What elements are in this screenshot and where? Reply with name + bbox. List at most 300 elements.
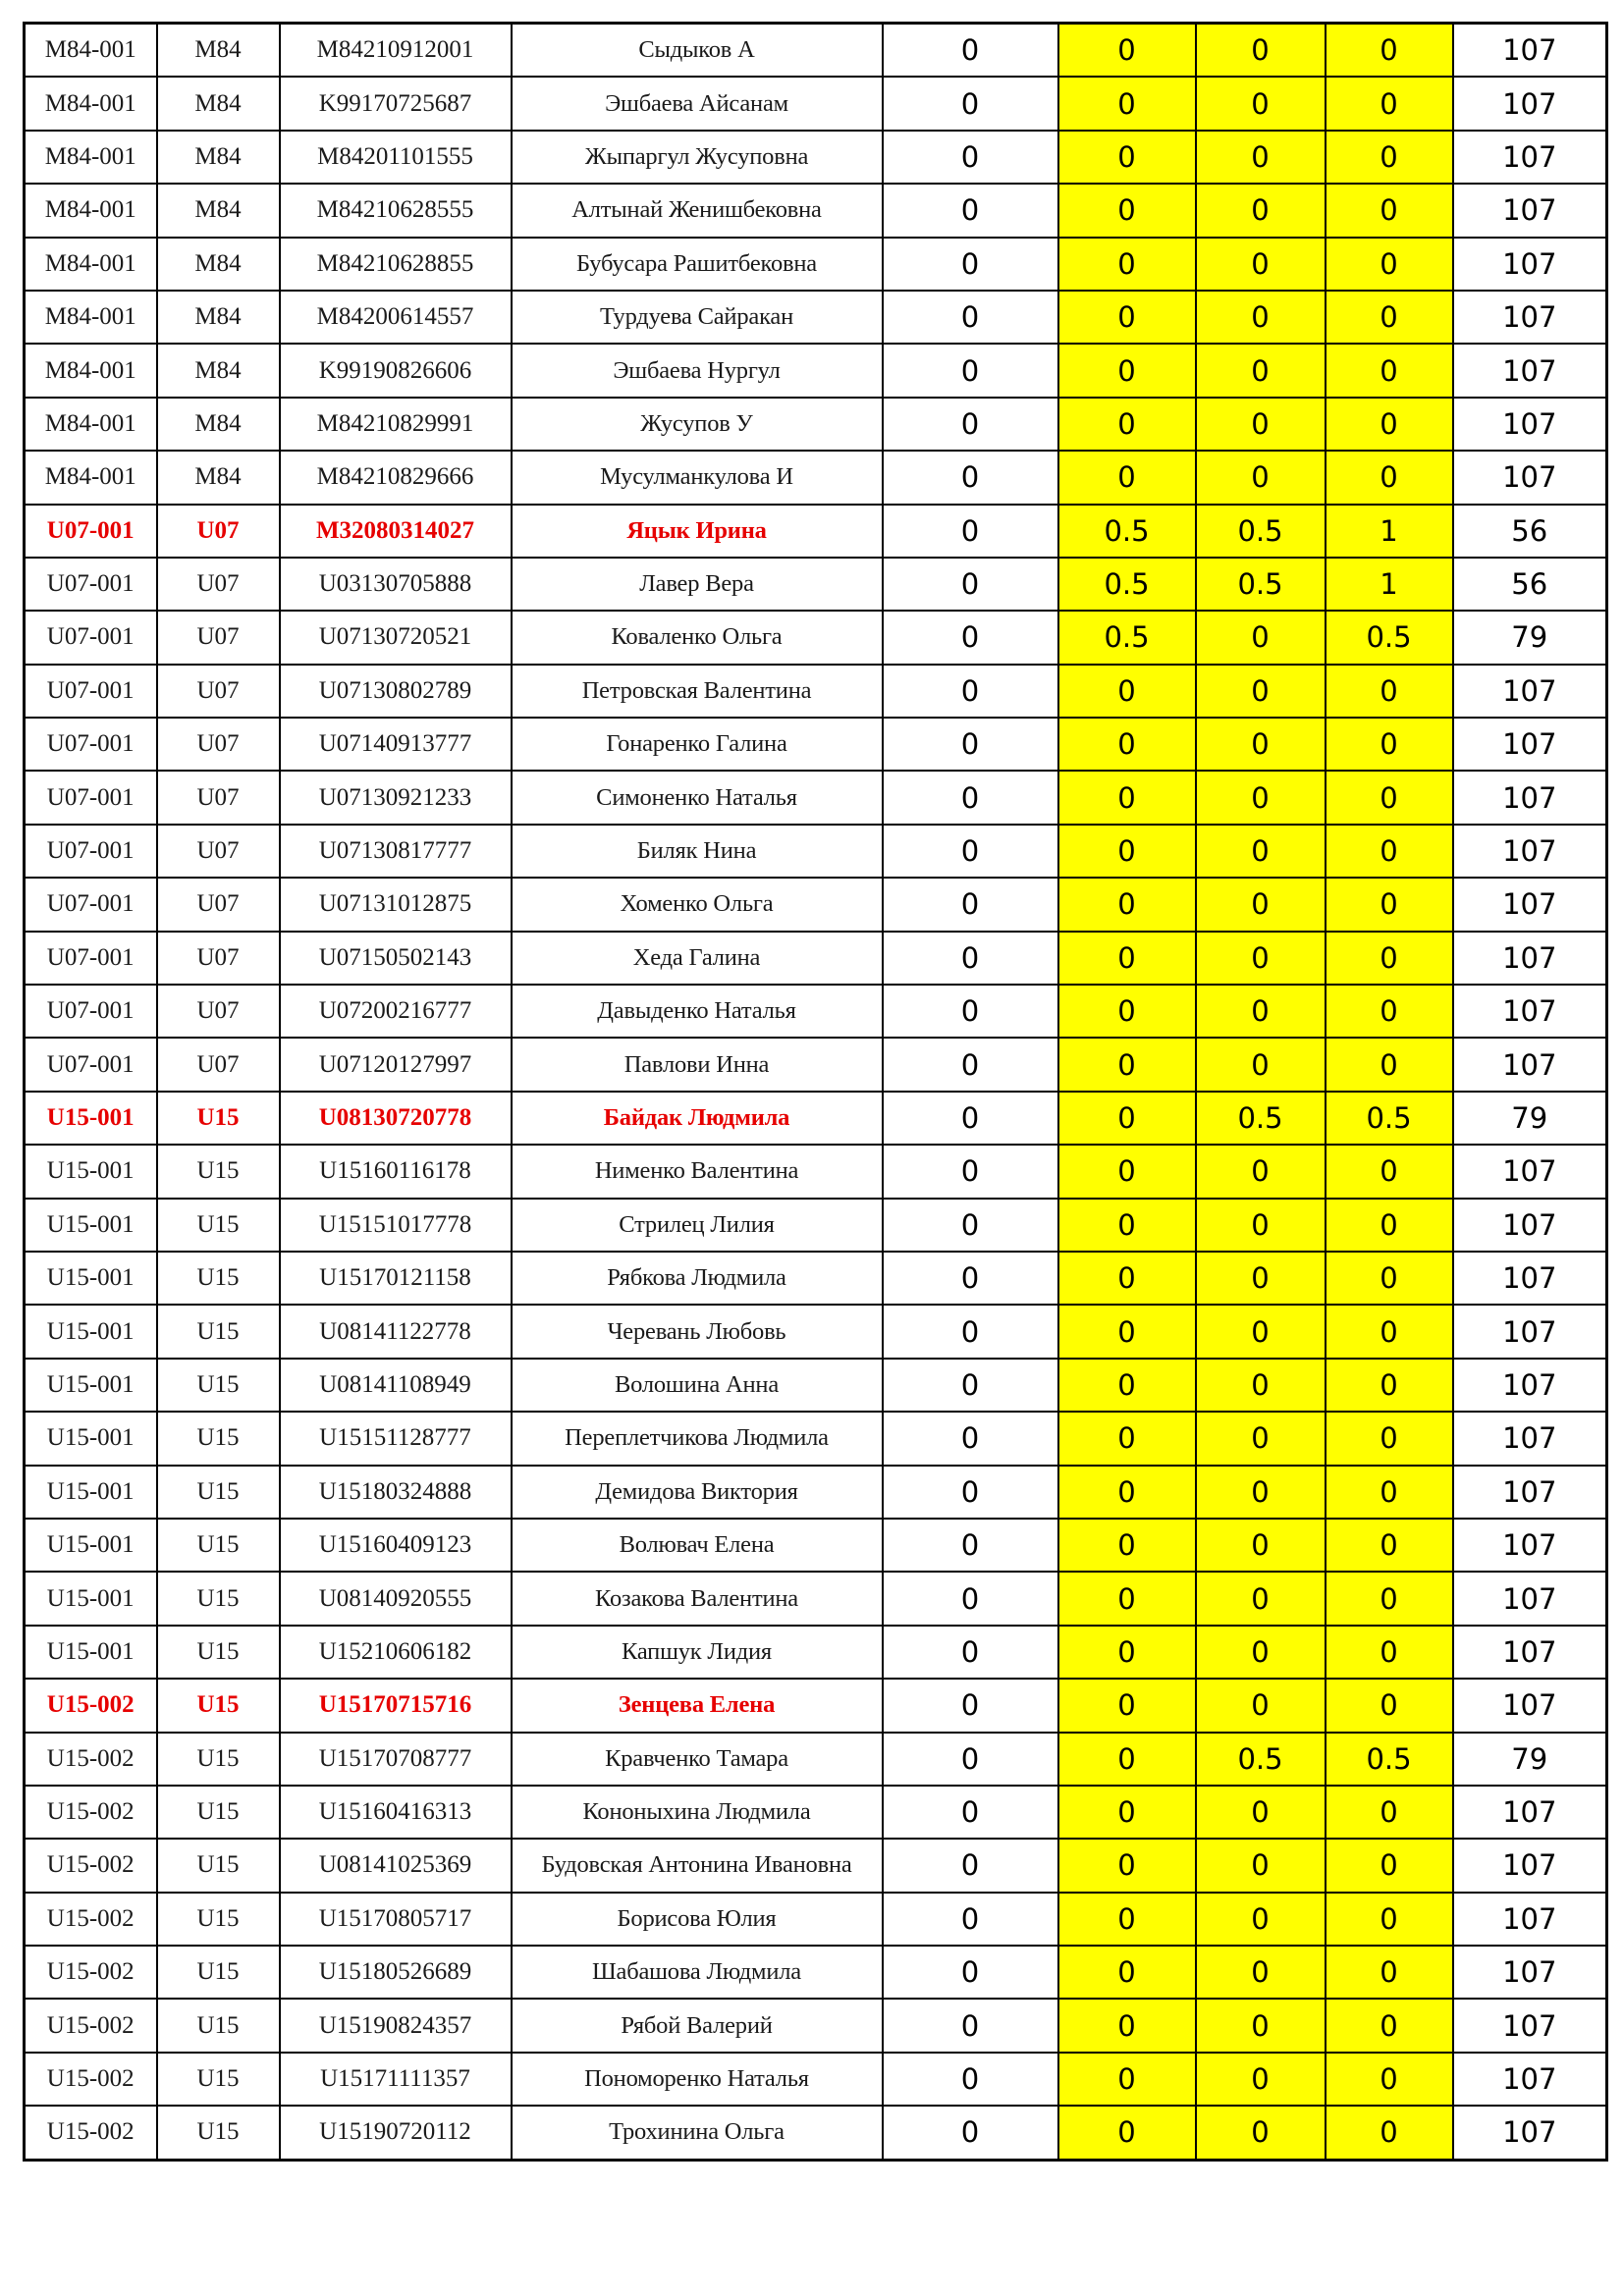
table-row [25, 1733, 1607, 1786]
score-cell-4: 1 [1326, 505, 1453, 558]
table-row [25, 398, 1607, 451]
total-cell: 107 [1453, 932, 1607, 985]
person-name-cell: Жыпаргул Жусуповна [512, 131, 883, 184]
score-cell-2: 0 [1058, 1038, 1196, 1091]
score-cell-4: 0 [1326, 1626, 1453, 1679]
person-name-cell: Демидова Виктория [512, 1466, 883, 1519]
person-name-cell: Хоменко Ольга [512, 878, 883, 931]
group-code-cell: M84-001 [25, 344, 157, 397]
score-cell-2: 0 [1058, 2053, 1196, 2106]
score-cell-2: 0 [1058, 1946, 1196, 1999]
score-cell-3: 0 [1196, 24, 1326, 78]
table-row [25, 505, 1607, 558]
person-id-cell: U15171111357 [280, 2053, 512, 2106]
table-row [25, 1412, 1607, 1465]
region-code-cell: U15 [157, 1466, 280, 1519]
score-cell-3: 0 [1196, 1412, 1326, 1465]
score-cell-1: 0 [883, 1038, 1058, 1091]
total-cell: 107 [1453, 184, 1607, 237]
table-row [25, 1038, 1607, 1091]
score-cell-4: 0 [1326, 1038, 1453, 1091]
score-cell-3: 0 [1196, 398, 1326, 451]
table-row [25, 1359, 1607, 1412]
table-row [25, 451, 1607, 504]
total-cell: 107 [1453, 398, 1607, 451]
score-cell-1: 0 [883, 1999, 1058, 2052]
score-cell-3: 0 [1196, 878, 1326, 931]
total-cell: 107 [1453, 2053, 1607, 2106]
score-cell-4: 0 [1326, 1999, 1453, 2052]
score-cell-1: 0 [883, 2106, 1058, 2160]
table-row [25, 131, 1607, 184]
group-code-cell: U15-002 [25, 1679, 157, 1732]
score-cell-2: 0 [1058, 1519, 1196, 1572]
score-cell-3: 0 [1196, 131, 1326, 184]
group-code-cell: U15-002 [25, 1893, 157, 1946]
person-id-cell: M84200614557 [280, 291, 512, 344]
score-cell-2: 0.5 [1058, 611, 1196, 664]
table-row [25, 665, 1607, 718]
score-cell-2: 0 [1058, 1733, 1196, 1786]
total-cell: 107 [1453, 825, 1607, 878]
data-table [23, 22, 1608, 2162]
person-name-cell: Пономоренко Наталья [512, 2053, 883, 2106]
group-code-cell: U15-002 [25, 2106, 157, 2160]
group-code-cell: U07-001 [25, 505, 157, 558]
table-row [25, 1893, 1607, 1946]
region-code-cell: M84 [157, 451, 280, 504]
score-cell-2: 0 [1058, 825, 1196, 878]
person-id-cell: U15160416313 [280, 1786, 512, 1839]
score-cell-2: 0 [1058, 1679, 1196, 1732]
region-code-cell: M84 [157, 184, 280, 237]
region-code-cell: U15 [157, 2106, 280, 2160]
table-body [25, 24, 1607, 2161]
group-code-cell: U07-001 [25, 825, 157, 878]
region-code-cell: M84 [157, 77, 280, 130]
score-cell-3: 0 [1196, 1626, 1326, 1679]
group-code-cell: U15-002 [25, 1839, 157, 1892]
score-cell-3: 0.5 [1196, 1092, 1326, 1145]
score-cell-4: 0 [1326, 291, 1453, 344]
table-row [25, 878, 1607, 931]
total-cell: 107 [1453, 985, 1607, 1038]
score-cell-4: 0 [1326, 238, 1453, 291]
person-name-cell: Стрилец Лилия [512, 1199, 883, 1252]
group-code-cell: M84-001 [25, 398, 157, 451]
score-cell-4: 0 [1326, 77, 1453, 130]
score-cell-1: 0 [883, 771, 1058, 824]
person-id-cell: U07130720521 [280, 611, 512, 664]
person-id-cell: U07150502143 [280, 932, 512, 985]
person-id-cell: U15180324888 [280, 1466, 512, 1519]
person-id-cell: U03130705888 [280, 558, 512, 611]
person-id-cell: K99190826606 [280, 344, 512, 397]
table-row [25, 825, 1607, 878]
score-cell-2: 0 [1058, 771, 1196, 824]
person-id-cell: U15170121158 [280, 1252, 512, 1305]
score-cell-2: 0 [1058, 291, 1196, 344]
score-cell-2: 0 [1058, 77, 1196, 130]
score-cell-4: 0 [1326, 451, 1453, 504]
person-name-cell: Эшбаева Айсанам [512, 77, 883, 130]
score-cell-4: 0 [1326, 665, 1453, 718]
table-row [25, 771, 1607, 824]
score-cell-1: 0 [883, 344, 1058, 397]
score-cell-3: 0 [1196, 1145, 1326, 1198]
total-cell: 107 [1453, 291, 1607, 344]
score-cell-2: 0 [1058, 1252, 1196, 1305]
score-cell-1: 0 [883, 1305, 1058, 1358]
total-cell: 107 [1453, 1305, 1607, 1358]
score-cell-2: 0 [1058, 1626, 1196, 1679]
score-cell-1: 0 [883, 291, 1058, 344]
score-cell-3: 0 [1196, 451, 1326, 504]
region-code-cell: U15 [157, 1733, 280, 1786]
total-cell: 107 [1453, 1252, 1607, 1305]
person-id-cell: U15160116178 [280, 1145, 512, 1198]
score-cell-3: 0 [1196, 77, 1326, 130]
person-id-cell: U15180526689 [280, 1946, 512, 1999]
group-code-cell: U15-001 [25, 1252, 157, 1305]
group-code-cell: U07-001 [25, 932, 157, 985]
score-cell-2: 0 [1058, 344, 1196, 397]
score-cell-3: 0 [1196, 611, 1326, 664]
person-name-cell: Яцык Ирина [512, 505, 883, 558]
group-code-cell: U07-001 [25, 771, 157, 824]
score-cell-3: 0.5 [1196, 558, 1326, 611]
score-cell-1: 0 [883, 1572, 1058, 1625]
table-row [25, 1679, 1607, 1732]
region-code-cell: U15 [157, 1679, 280, 1732]
score-cell-4: 0 [1326, 2053, 1453, 2106]
score-cell-2: 0.5 [1058, 505, 1196, 558]
person-id-cell: U07140913777 [280, 718, 512, 771]
score-cell-2: 0 [1058, 1199, 1196, 1252]
score-cell-2: 0 [1058, 131, 1196, 184]
person-name-cell: Биляк Нина [512, 825, 883, 878]
group-code-cell: U15-001 [25, 1092, 157, 1145]
group-code-cell: U07-001 [25, 1038, 157, 1091]
total-cell: 107 [1453, 344, 1607, 397]
score-cell-1: 0 [883, 1145, 1058, 1198]
person-id-cell: U15160409123 [280, 1519, 512, 1572]
person-name-cell: Рябкова Людмила [512, 1252, 883, 1305]
person-name-cell: Волошина Анна [512, 1359, 883, 1412]
score-cell-2: 0 [1058, 2106, 1196, 2160]
person-name-cell: Давыденко Наталья [512, 985, 883, 1038]
total-cell: 107 [1453, 2106, 1607, 2160]
person-id-cell: U07130921233 [280, 771, 512, 824]
table-row [25, 1519, 1607, 1572]
person-id-cell: U15210606182 [280, 1626, 512, 1679]
table-row [25, 291, 1607, 344]
region-code-cell: U07 [157, 505, 280, 558]
total-cell: 107 [1453, 665, 1607, 718]
person-id-cell: U15170805717 [280, 1893, 512, 1946]
score-cell-1: 0 [883, 1519, 1058, 1572]
score-cell-2: 0 [1058, 1092, 1196, 1145]
person-id-cell: U07130817777 [280, 825, 512, 878]
group-code-cell: U07-001 [25, 665, 157, 718]
person-id-cell: U08141025369 [280, 1839, 512, 1892]
region-code-cell: U15 [157, 1572, 280, 1625]
score-cell-2: 0 [1058, 1572, 1196, 1625]
table-row [25, 1999, 1607, 2052]
score-cell-4: 0 [1326, 1466, 1453, 1519]
table-row [25, 77, 1607, 130]
person-name-cell: Рябой Валерий [512, 1999, 883, 2052]
score-cell-1: 0 [883, 611, 1058, 664]
score-cell-1: 0 [883, 238, 1058, 291]
score-cell-4: 0 [1326, 718, 1453, 771]
score-cell-2: 0 [1058, 932, 1196, 985]
score-cell-3: 0 [1196, 1519, 1326, 1572]
table-row [25, 184, 1607, 237]
group-code-cell: U15-001 [25, 1359, 157, 1412]
score-cell-3: 0 [1196, 1893, 1326, 1946]
score-cell-4: 0 [1326, 985, 1453, 1038]
person-id-cell: M84210829991 [280, 398, 512, 451]
table-row [25, 1305, 1607, 1358]
total-cell: 107 [1453, 1679, 1607, 1732]
table-row [25, 1946, 1607, 1999]
person-id-cell: U08141122778 [280, 1305, 512, 1358]
score-cell-3: 0 [1196, 718, 1326, 771]
score-cell-4: 0 [1326, 1839, 1453, 1892]
person-id-cell: U15170715716 [280, 1679, 512, 1732]
group-code-cell: U07-001 [25, 558, 157, 611]
table-row [25, 718, 1607, 771]
table-row [25, 1839, 1607, 1892]
score-cell-2: 0 [1058, 878, 1196, 931]
score-cell-3: 0 [1196, 985, 1326, 1038]
group-code-cell: U15-002 [25, 1999, 157, 2052]
score-cell-3: 0 [1196, 1786, 1326, 1839]
person-name-cell: Алтынай Женишбековна [512, 184, 883, 237]
score-cell-3: 0 [1196, 1252, 1326, 1305]
region-code-cell: U15 [157, 1199, 280, 1252]
score-cell-4: 0 [1326, 1305, 1453, 1358]
group-code-cell: U15-001 [25, 1199, 157, 1252]
region-code-cell: U15 [157, 1946, 280, 1999]
region-code-cell: U15 [157, 1359, 280, 1412]
region-code-cell: U15 [157, 2053, 280, 2106]
score-cell-1: 0 [883, 558, 1058, 611]
total-cell: 107 [1453, 1519, 1607, 1572]
person-name-cell: Зенцева Елена [512, 1679, 883, 1732]
person-name-cell: Гонаренко Галина [512, 718, 883, 771]
score-cell-4: 0 [1326, 1572, 1453, 1625]
person-id-cell: U07200216777 [280, 985, 512, 1038]
total-cell: 107 [1453, 1412, 1607, 1465]
score-cell-4: 0 [1326, 932, 1453, 985]
total-cell: 107 [1453, 1626, 1607, 1679]
person-id-cell: U08141108949 [280, 1359, 512, 1412]
score-cell-3: 0 [1196, 771, 1326, 824]
score-cell-2: 0 [1058, 718, 1196, 771]
score-cell-4: 0 [1326, 1946, 1453, 1999]
score-cell-1: 0 [883, 451, 1058, 504]
person-id-cell: U15151017778 [280, 1199, 512, 1252]
score-cell-4: 0 [1326, 1359, 1453, 1412]
table-row [25, 1786, 1607, 1839]
score-cell-1: 0 [883, 398, 1058, 451]
table-row [25, 238, 1607, 291]
group-code-cell: U15-002 [25, 1946, 157, 1999]
group-code-cell: U07-001 [25, 718, 157, 771]
score-cell-4: 0 [1326, 2106, 1453, 2160]
score-cell-2: 0 [1058, 985, 1196, 1038]
person-name-cell: Капшук Лидия [512, 1626, 883, 1679]
score-cell-3: 0 [1196, 1679, 1326, 1732]
total-cell: 107 [1453, 1466, 1607, 1519]
score-cell-2: 0 [1058, 1359, 1196, 1412]
score-cell-3: 0 [1196, 1839, 1326, 1892]
total-cell: 107 [1453, 24, 1607, 78]
person-name-cell: Коваленко Ольга [512, 611, 883, 664]
region-code-cell: U15 [157, 1145, 280, 1198]
group-code-cell: M84-001 [25, 131, 157, 184]
score-cell-1: 0 [883, 1733, 1058, 1786]
score-cell-3: 0 [1196, 1359, 1326, 1412]
group-code-cell: M84-001 [25, 184, 157, 237]
person-name-cell: Трохинина Ольга [512, 2106, 883, 2160]
region-code-cell: U07 [157, 665, 280, 718]
region-code-cell: U15 [157, 1893, 280, 1946]
group-code-cell: M84-001 [25, 238, 157, 291]
person-name-cell: Мусулманкулова И [512, 451, 883, 504]
score-cell-1: 0 [883, 985, 1058, 1038]
score-cell-2: 0 [1058, 184, 1196, 237]
score-cell-4: 0 [1326, 398, 1453, 451]
person-name-cell: Эшбаева Нургул [512, 344, 883, 397]
total-cell: 56 [1453, 505, 1607, 558]
score-cell-4: 0 [1326, 1252, 1453, 1305]
score-cell-1: 0 [883, 77, 1058, 130]
total-cell: 107 [1453, 77, 1607, 130]
score-cell-4: 0 [1326, 771, 1453, 824]
table-row [25, 24, 1607, 78]
score-cell-4: 0 [1326, 1893, 1453, 1946]
score-cell-2: 0 [1058, 1145, 1196, 1198]
table-row [25, 1626, 1607, 1679]
region-code-cell: U07 [157, 771, 280, 824]
score-cell-3: 0 [1196, 1199, 1326, 1252]
region-code-cell: M84 [157, 131, 280, 184]
region-code-cell: U15 [157, 1999, 280, 2052]
score-cell-4: 0 [1326, 1786, 1453, 1839]
score-cell-3: 0 [1196, 1572, 1326, 1625]
total-cell: 107 [1453, 1786, 1607, 1839]
score-cell-2: 0 [1058, 1839, 1196, 1892]
score-cell-1: 0 [883, 1626, 1058, 1679]
person-name-cell: Сыдыков А [512, 24, 883, 78]
total-cell: 107 [1453, 878, 1607, 931]
group-code-cell: U15-001 [25, 1305, 157, 1358]
group-code-cell: U07-001 [25, 878, 157, 931]
score-cell-4: 0 [1326, 878, 1453, 931]
region-code-cell: M84 [157, 238, 280, 291]
table-row [25, 2106, 1607, 2160]
score-cell-4: 0 [1326, 24, 1453, 78]
person-name-cell: Переплетчикова Людмила [512, 1412, 883, 1465]
score-cell-2: 0 [1058, 24, 1196, 78]
group-code-cell: M84-001 [25, 451, 157, 504]
person-id-cell: U15151128777 [280, 1412, 512, 1465]
group-code-cell: U15-001 [25, 1145, 157, 1198]
score-cell-3: 0 [1196, 665, 1326, 718]
region-code-cell: U15 [157, 1252, 280, 1305]
total-cell: 79 [1453, 611, 1607, 664]
person-name-cell: Черевань Любовь [512, 1305, 883, 1358]
score-cell-3: 0 [1196, 344, 1326, 397]
score-cell-2: 0 [1058, 398, 1196, 451]
score-cell-2: 0 [1058, 1305, 1196, 1358]
score-cell-3: 0 [1196, 2106, 1326, 2160]
person-name-cell: Будовская Антонина Ивановна [512, 1839, 883, 1892]
group-code-cell: U15-001 [25, 1572, 157, 1625]
total-cell: 107 [1453, 771, 1607, 824]
person-name-cell: Волювач Елена [512, 1519, 883, 1572]
score-cell-3: 0 [1196, 1038, 1326, 1091]
table-row [25, 1466, 1607, 1519]
score-cell-4: 0 [1326, 1679, 1453, 1732]
score-cell-1: 0 [883, 505, 1058, 558]
person-id-cell: K99170725687 [280, 77, 512, 130]
score-cell-2: 0 [1058, 1999, 1196, 2052]
total-cell: 107 [1453, 1038, 1607, 1091]
score-cell-4: 0 [1326, 184, 1453, 237]
person-name-cell: Борисова Юлия [512, 1893, 883, 1946]
score-cell-2: 0 [1058, 238, 1196, 291]
person-id-cell: M84210829666 [280, 451, 512, 504]
total-cell: 107 [1453, 718, 1607, 771]
group-code-cell: U15-002 [25, 1786, 157, 1839]
table-row [25, 1252, 1607, 1305]
group-code-cell: U15-002 [25, 1733, 157, 1786]
person-name-cell: Шабашова Людмила [512, 1946, 883, 1999]
total-cell: 79 [1453, 1733, 1607, 1786]
score-cell-1: 0 [883, 1359, 1058, 1412]
person-name-cell: Хеда Галина [512, 932, 883, 985]
region-code-cell: U07 [157, 558, 280, 611]
score-cell-3: 0 [1196, 291, 1326, 344]
group-code-cell: M84-001 [25, 77, 157, 130]
total-cell: 107 [1453, 1999, 1607, 2052]
score-cell-1: 0 [883, 184, 1058, 237]
total-cell: 107 [1453, 1359, 1607, 1412]
score-cell-1: 0 [883, 1946, 1058, 1999]
total-cell: 107 [1453, 1839, 1607, 1892]
region-code-cell: M84 [157, 344, 280, 397]
person-name-cell: Кононыхина Людмила [512, 1786, 883, 1839]
score-cell-4: 0.5 [1326, 1733, 1453, 1786]
group-code-cell: U15-002 [25, 2053, 157, 2106]
score-cell-4: 0 [1326, 344, 1453, 397]
score-cell-4: 0 [1326, 131, 1453, 184]
score-cell-4: 1 [1326, 558, 1453, 611]
person-name-cell: Бубусара Рашитбековна [512, 238, 883, 291]
score-cell-3: 0 [1196, 1466, 1326, 1519]
region-code-cell: M84 [157, 398, 280, 451]
table-row [25, 2053, 1607, 2106]
person-id-cell: U08140920555 [280, 1572, 512, 1625]
score-cell-1: 0 [883, 718, 1058, 771]
region-code-cell: U07 [157, 878, 280, 931]
score-cell-1: 0 [883, 24, 1058, 78]
score-cell-3: 0 [1196, 1999, 1326, 2052]
